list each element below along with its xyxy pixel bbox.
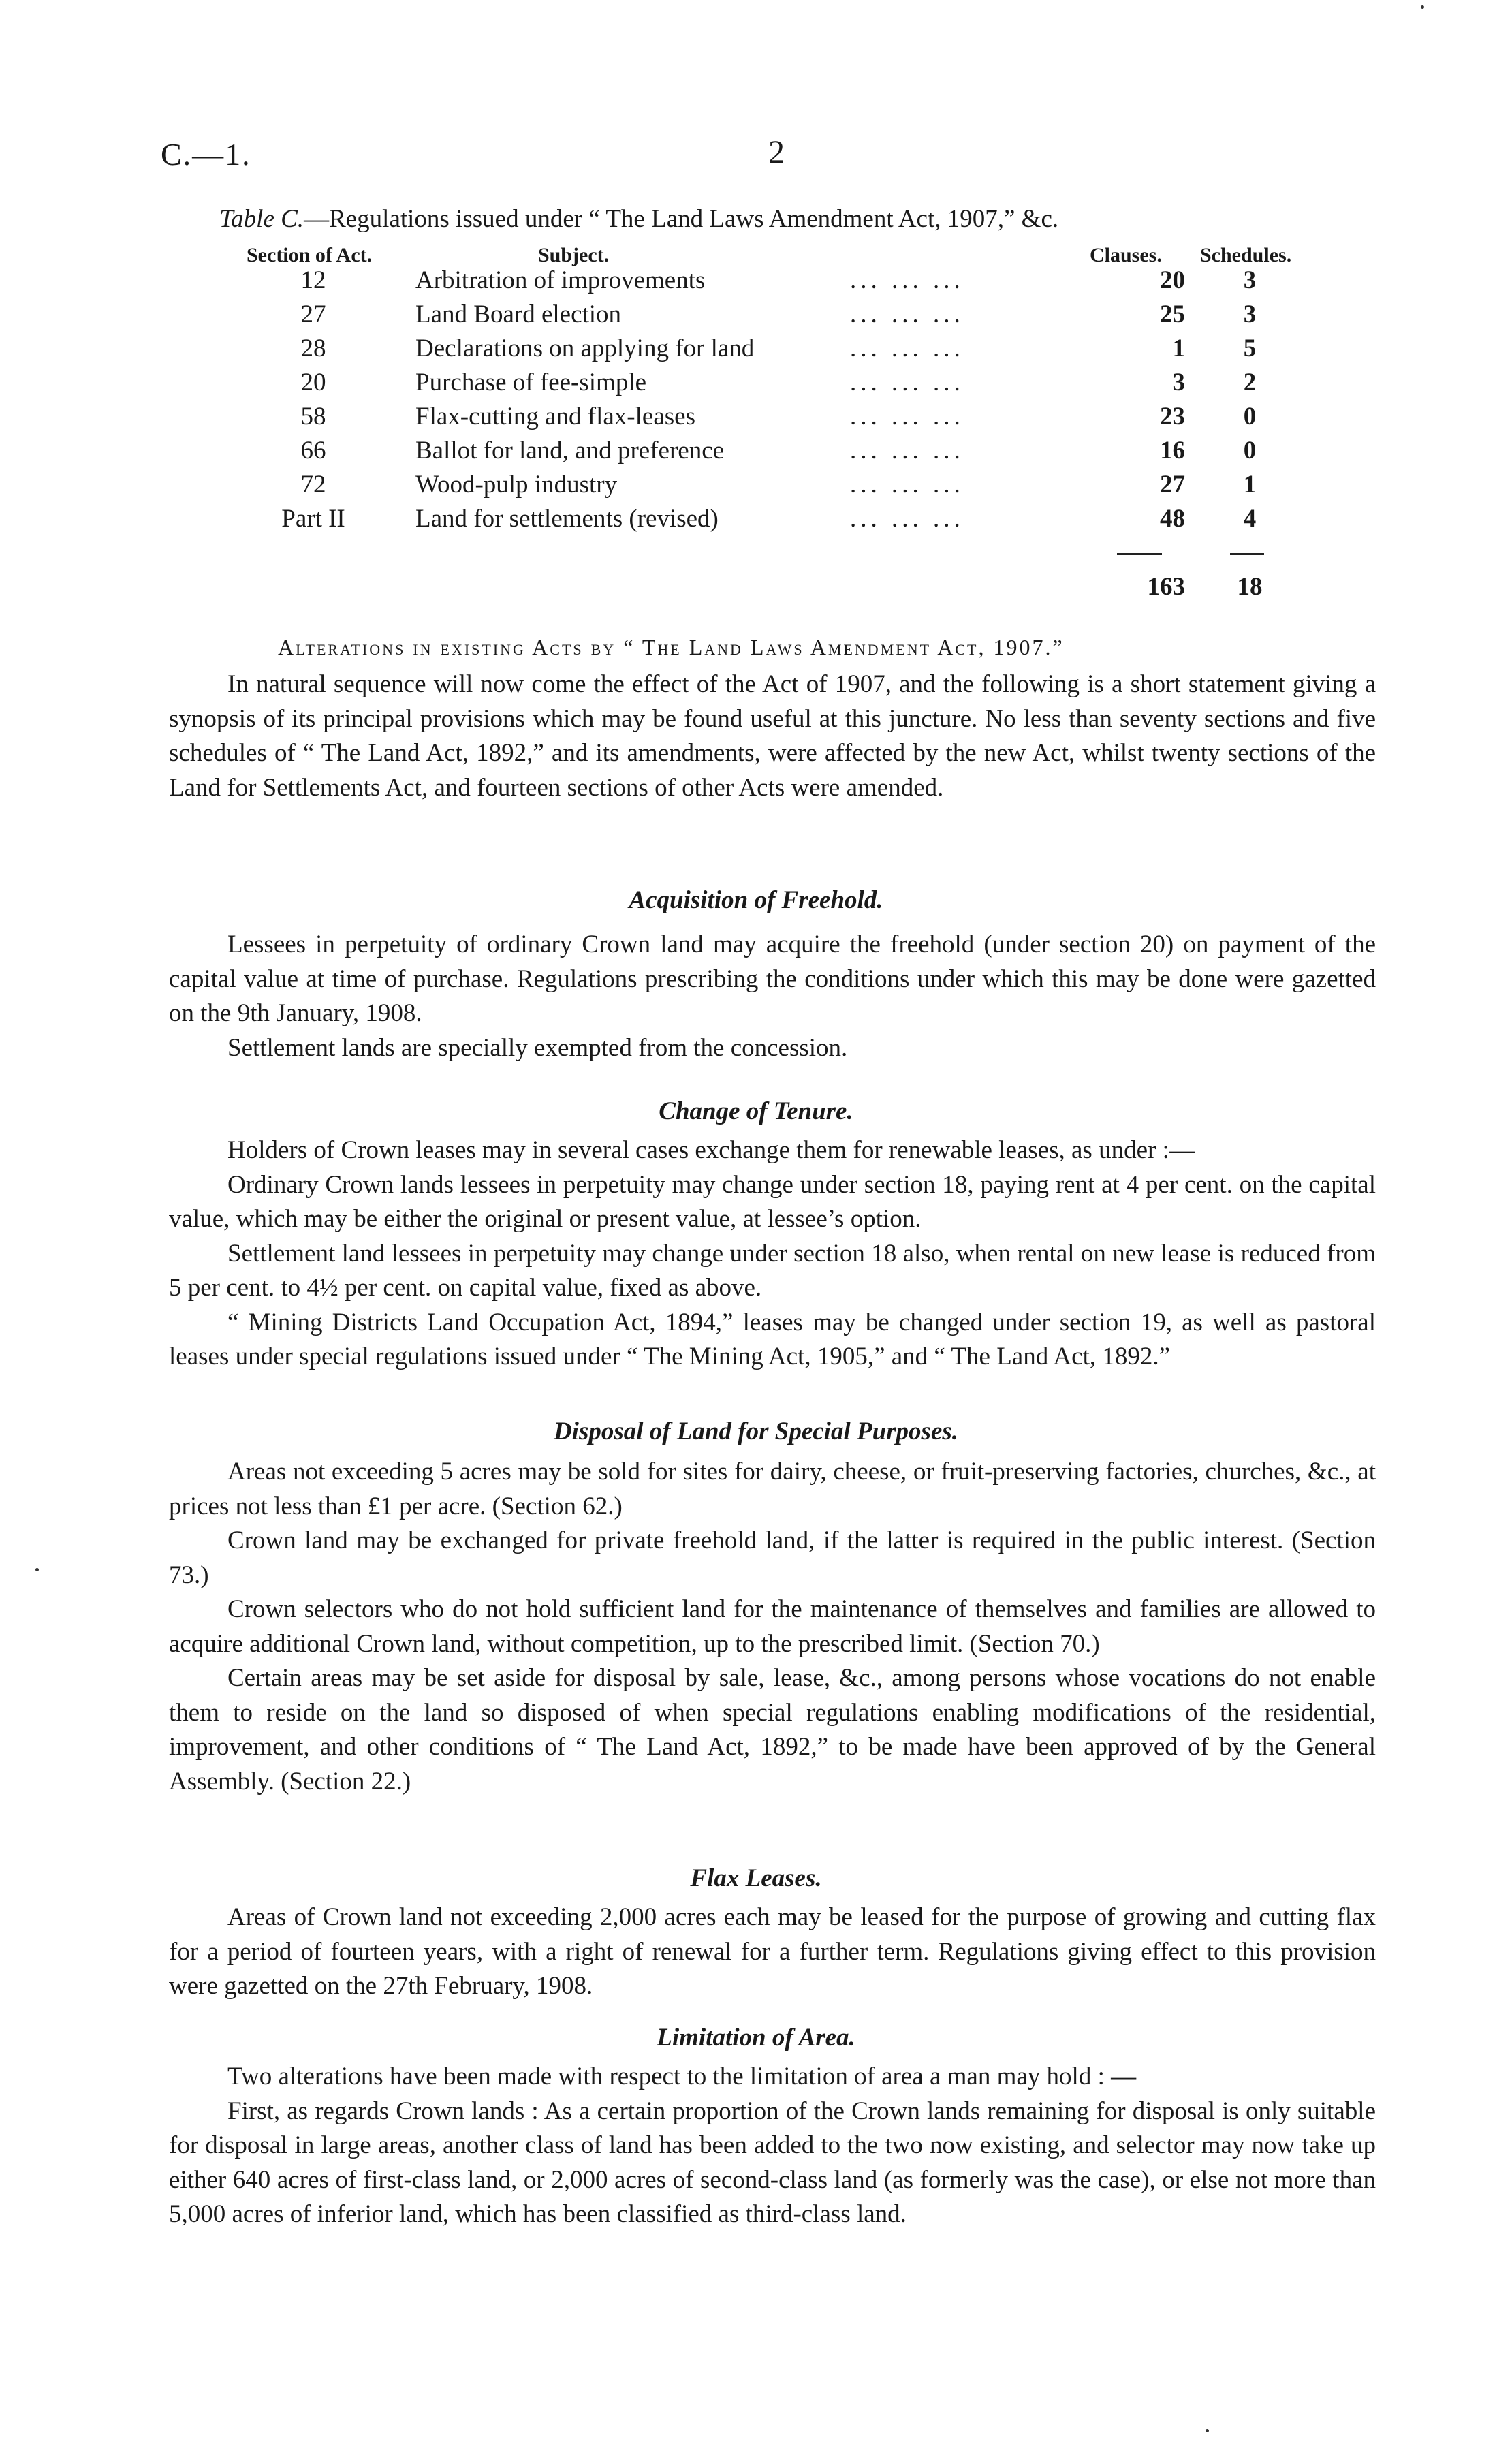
leader-dots: ... ... ... [850, 334, 964, 362]
table-row [0, 266, 1512, 300]
tenure-heading: Change of Tenure. [659, 1097, 853, 1125]
table-row [0, 436, 1512, 470]
schedules-cell: 0 [1243, 437, 1257, 465]
leader-dots: ... ... ... [850, 437, 964, 465]
leader-dots: ... ... ... [850, 300, 964, 328]
alterations-heading: Alterations in existing Acts by “ The Land Laws Amendment Act, 1907.” [278, 635, 1065, 659]
schedules-cell: 1 [1243, 471, 1257, 499]
total-rule-schedules [1230, 553, 1264, 555]
disposal-paragraph-3: Crown selectors who do not hold sufficient land for the maintenance of themselves and families are allowed to acquire additional Crown land, without competition, up to the prescribed limit. (Section 70.) [169, 1595, 1376, 1658]
table-row [0, 368, 1512, 402]
table-row [0, 334, 1512, 368]
section-cell: 28 [300, 334, 326, 362]
total-clauses: 163 [1147, 573, 1185, 601]
alterations-intro: In natural sequence will now come the effect of the Act of 1907, and the following is a short statement giving a synopsis of its principal provisions which may be found useful at this juncture. No less than seventy sections and five schedules of “ The Land Act, 1892,” and its amendments, were affected by the new Act, whilst twenty sections of the Land for Settlements Act, and fourteen sections of other Acts were amended. [169, 670, 1376, 802]
section-cell: 58 [300, 403, 326, 430]
table-row [0, 402, 1512, 436]
table-caption-text: —Regulations issued under “ The Land Laws Amendment Act, 1907,” &c. [304, 205, 1059, 233]
schedules-cell: 5 [1243, 334, 1257, 362]
clauses-cell: 16 [1160, 437, 1185, 465]
disposal-heading: Disposal of Land for Special Purposes. [553, 1417, 959, 1445]
flax-paragraph-1: Areas of Crown land not exceeding 2,000 acres each may be leased for the purpose of growing and cutting flax for a period of fourteen years, with a right of renewal for a further term. Regulations giving effect to this provision were gazetted on the 27th February, 1908. [169, 1903, 1376, 2000]
schedules-cell: 3 [1243, 300, 1257, 328]
limitation-heading: Limitation of Area. [657, 2024, 855, 2052]
section-cell: 12 [300, 266, 326, 294]
table-row [0, 300, 1512, 334]
subject-cell: Purchase of fee-simple [415, 369, 647, 396]
table-caption-label: Table C. [219, 205, 304, 233]
tenure-paragraph-4: “ Mining Districts Land Occupation Act, 1894,” leases may be changed under section 19, as well as pastoral leases under special regulations issued under “ The Mining Act, 1905,” and “ The Land Act, 1892.” [169, 1308, 1376, 1370]
total-schedules: 18 [1237, 573, 1263, 601]
alterations-section [169, 668, 1376, 805]
clauses-cell: 23 [1160, 403, 1185, 430]
tenure-paragraph-2: Ordinary Crown lands lessees in perpetuity may change under section 18, paying rent at 4 per cent. on the capital value, which may be either the original or present value, at lessee’s option. [169, 1170, 1376, 1233]
schedules-cell: 4 [1243, 505, 1257, 533]
section-cell: 72 [300, 471, 326, 499]
disposal-section [169, 1455, 1376, 1799]
schedules-cell: 0 [1243, 403, 1257, 430]
document-reference: C.—1. [161, 137, 251, 172]
section-cell: 20 [300, 369, 326, 396]
column-header-subject: Subject. [538, 244, 610, 266]
column-header-clauses: Clauses. [1090, 244, 1162, 266]
leader-dots: ... ... ... [850, 471, 964, 499]
acquisition-paragraph-1: Lessees in perpetuity of ordinary Crown land may acquire the freehold (under section 20) on payment of the capital value at time of purchase. Regulations prescribing the conditions under which this may be done were gazetted on the 9th January, 1908. [169, 930, 1376, 1027]
schedules-cell: 3 [1243, 266, 1257, 294]
scan-speck [35, 1568, 39, 1571]
disposal-paragraph-2: Crown land may be exchanged for private freehold land, if the latter is required in the public interest. (Section 73.) [169, 1526, 1376, 1589]
clauses-cell: 1 [1172, 334, 1185, 362]
schedules-cell: 2 [1243, 369, 1257, 396]
column-header-schedules: Schedules. [1200, 244, 1292, 266]
subject-cell: Land for settlements (revised) [415, 505, 719, 533]
leader-dots: ... ... ... [850, 403, 964, 430]
leader-dots: ... ... ... [850, 505, 964, 533]
tenure-paragraph-1: Holders of Crown leases may in several cases exchange them for renewable leases, as under :— [227, 1136, 1195, 1164]
scan-speck [1421, 5, 1424, 9]
flax-section [169, 1900, 1376, 2004]
tenure-section [169, 1133, 1376, 1375]
section-cell: 27 [300, 300, 326, 328]
subject-cell: Wood-pulp industry [415, 471, 618, 499]
flax-heading: Flax Leases. [690, 1864, 822, 1892]
leader-dots: ... ... ... [850, 266, 964, 294]
clauses-cell: 48 [1160, 505, 1185, 533]
section-cell: 66 [300, 437, 326, 465]
table-row [0, 470, 1512, 504]
disposal-paragraph-1: Areas not exceeding 5 acres may be sold for sites for dairy, cheese, or fruit-preserving factories, churches, &c., at prices not less than £1 per acre. (Section 62.) [169, 1458, 1376, 1520]
scan-speck [1206, 2429, 1209, 2432]
page-number: 2 [768, 134, 785, 170]
subject-cell: Land Board election [415, 300, 622, 328]
limitation-paragraph-2: First, as regards Crown lands : As a certain proportion of the Crown lands remaining for disposal is only suitable for disposal in large areas, another class of land has been added to the two now existing, and selector may now take up either 640 acres of first-class land, or 2,000 acres of second-class land (as formerly was the case), or else not more than 5,000 acres of inferior land, which has been classified as third-class land. [169, 2097, 1376, 2228]
acquisition-paragraph-2: Settlement lands are specially exempted from the concession. [227, 1033, 848, 1062]
clauses-cell: 27 [1160, 471, 1185, 499]
column-header-section: Section of Act. [247, 244, 373, 266]
clauses-cell: 3 [1172, 369, 1185, 396]
clauses-cell: 25 [1160, 300, 1185, 328]
clauses-cell: 20 [1160, 266, 1185, 294]
acquisition-heading: Acquisition of Freehold. [629, 886, 883, 914]
tenure-paragraph-3: Settlement land lessees in perpetuity may change under section 18 also, when rental on new lease is reduced from 5 per cent. to 4½ per cent. on capital value, fixed as above. [169, 1239, 1376, 1302]
subject-cell: Arbitration of improvements [415, 266, 706, 294]
total-rule-clauses [1117, 553, 1162, 555]
limitation-section [169, 2060, 1376, 2232]
subject-cell: Flax-cutting and flax-leases [415, 403, 695, 430]
leader-dots: ... ... ... [850, 369, 964, 396]
subject-cell: Ballot for land, and preference [415, 437, 725, 465]
disposal-paragraph-4: Certain areas may be set aside for disposal by sale, lease, &c., among persons whose vocations do not enable them to reside on the land so disposed of when special regulations enabling modifications of the residential, improvement, and other conditions of “ The Land Act, 1892,” to be made have been approved of by the General Assembly. (Section 22.) [169, 1664, 1376, 1796]
section-cell: Part II [281, 505, 345, 533]
table-caption [219, 204, 1058, 234]
limitation-paragraph-1: Two alterations have been made with respect to the limitation of area a man may hold : — [227, 2063, 1137, 2090]
table-row [0, 504, 1512, 538]
subject-cell: Declarations on applying for land [415, 334, 755, 362]
acquisition-section [169, 928, 1376, 1065]
